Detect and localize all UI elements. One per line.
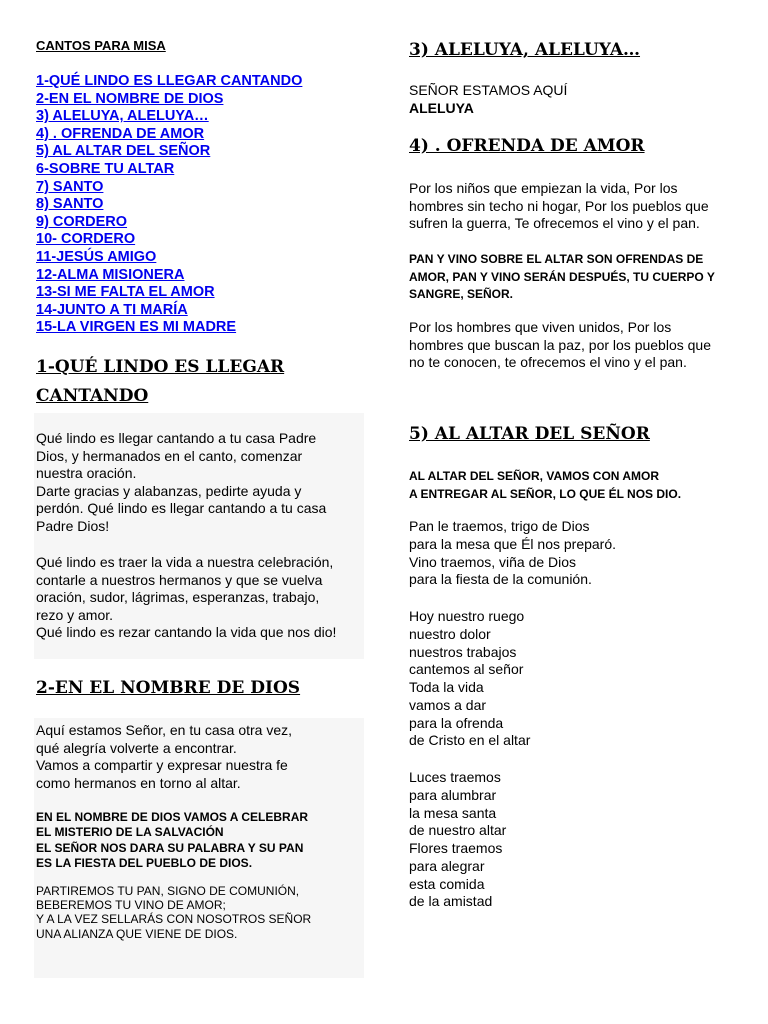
lyric-line: cantemos al señor <box>409 661 524 678</box>
table-of-contents <box>36 73 302 337</box>
toc-item[interactable] <box>36 267 302 285</box>
toc-link[interactable]: 4) . OFRENDA DE AMOR <box>36 125 205 142</box>
lyric-line: Toda la vida <box>409 679 484 695</box>
lyric-line: como hermanos en torno al altar. <box>36 774 241 791</box>
lyric-line: BEBEREMOS TU VINO DE AMOR; <box>36 898 226 913</box>
lyric-line: PARTIREMOS TU PAN, SIGNO DE COMUNIÓN, <box>36 884 300 898</box>
lyric-line: para la mesa que Él nos preparó. <box>409 535 617 552</box>
lyric-line: no te conocen, te ofrecemos el vino y el pan. <box>409 354 687 371</box>
song1-verse-2 <box>36 554 336 642</box>
lyric-line: de la amistad <box>409 893 493 910</box>
lyric-line: Vino traemos, viña de Dios <box>409 553 577 570</box>
lyric-line: vamos a dar <box>409 696 487 713</box>
lyric-line: SEÑOR ESTAMOS AQUÍ <box>409 82 568 98</box>
lyric-line: la mesa santa <box>409 804 497 821</box>
toc-item[interactable] <box>36 249 302 267</box>
song1-heading-line1: 1-QUÉ LINDO ES LLEGAR <box>36 357 285 377</box>
lyric-line: Padre Dios! <box>36 517 110 534</box>
chorus-line: SANGRE, SEÑOR. <box>409 287 514 302</box>
toc-link[interactable]: 15-LA VIRGEN ES MI MADRE <box>36 319 237 336</box>
song4-verse-1 <box>409 180 709 233</box>
toc-item[interactable] <box>36 231 302 249</box>
lyric-line: Qué lindo es rezar cantando la vida que nos dio! <box>36 624 337 641</box>
song1-verse-1 <box>36 430 326 536</box>
song1-heading-line2: CANTANDO <box>36 386 149 406</box>
toc-link[interactable]: 5) AL ALTAR DEL SEÑOR <box>36 143 211 160</box>
lyric-line: Por los niños que empiezan la vida, Por los <box>409 180 678 196</box>
lyric-line: nuestros trabajos <box>409 643 517 660</box>
lyric-line: Pan le traemos, trigo de Dios <box>409 518 590 534</box>
lyric-line: nuestro dolor <box>409 625 491 642</box>
song2-heading: 2-EN EL NOMBRE DE DIOS <box>36 678 301 698</box>
toc-item[interactable] <box>36 126 302 144</box>
lyric-line: rezo y amor. <box>36 606 114 623</box>
toc-item[interactable] <box>36 179 302 197</box>
lyric-line: hombres sin techo ni hogar, Por los pueblos que <box>409 197 709 214</box>
lyric-line: hombres que buscan la paz, por los pueblos que <box>409 336 711 353</box>
toc-item[interactable] <box>36 284 302 302</box>
song4-chorus <box>409 251 715 304</box>
document-title: CANTOS PARA MISA <box>36 38 166 53</box>
toc-item[interactable] <box>36 143 302 161</box>
lyric-line: nuestra oración. <box>36 465 137 482</box>
toc-link[interactable]: 3) ALELUYA, ALELUYA… <box>36 108 209 125</box>
lyric-line: para alumbrar <box>409 786 497 803</box>
lyric-line: para alegrar <box>409 857 485 874</box>
song2-verse-2 <box>36 884 311 941</box>
song4-verse-2 <box>409 319 711 372</box>
toc-link[interactable]: 8) SANTO <box>36 196 104 213</box>
lyric-line: esta comida <box>409 875 485 892</box>
lyric-line: perdón. Qué lindo es llegar cantando a tu casa <box>36 500 327 517</box>
song4-heading: 4) . OFRENDA DE AMOR <box>409 136 645 156</box>
song5-heading: 5) AL ALTAR DEL SEÑOR <box>409 424 650 444</box>
lyric-line: qué alegría volverte a encontrar. <box>36 739 237 756</box>
toc-link[interactable]: 2-EN EL NOMBRE DE DIOS <box>36 90 224 107</box>
song2-chorus <box>36 810 308 872</box>
song2-verse-1 <box>36 722 292 792</box>
toc-link[interactable]: 7) SANTO <box>36 178 104 195</box>
toc-item[interactable] <box>36 108 302 126</box>
chorus-line: A ENTREGAR AL SEÑOR, LO QUE ÉL NOS DIO. <box>409 486 682 501</box>
chorus-line: ES LA FIESTA DEL PUEBLO DE DIOS. <box>36 856 253 871</box>
lyric-line: Qué lindo es traer la vida a nuestra celebración, <box>36 554 334 570</box>
song5-verse-1 <box>409 518 616 589</box>
toc-item[interactable] <box>36 196 302 214</box>
lyric-line: contarle a nuestros hermanos y que se vuelva <box>36 571 323 588</box>
toc-item[interactable] <box>36 73 302 91</box>
song5-verse-2 <box>409 608 530 750</box>
lyric-line: Vamos a compartir y expresar nuestra fe <box>36 757 288 774</box>
lyric-line: de nuestro altar <box>409 822 507 839</box>
lyric-line: Y A LA VEZ SELLARÁS CON NOSOTROS SEÑOR <box>36 912 312 927</box>
lyric-line: Darte gracias y alabanzas, pedirte ayuda y <box>36 482 302 499</box>
toc-item[interactable] <box>36 91 302 109</box>
lyric-line: para la ofrenda <box>409 714 504 731</box>
lyric-line: de Cristo en el altar <box>409 732 531 749</box>
lyric-line: UNA ALIANZA QUE VIENE DE DIOS. <box>36 926 238 941</box>
lyric-line: Qué lindo es llegar cantando a tu casa Padre <box>36 430 317 446</box>
song1-heading <box>36 357 284 406</box>
toc-link[interactable]: 14-JUNTO A TI MARÍA <box>36 301 188 318</box>
toc-item[interactable] <box>36 302 302 320</box>
chorus-line: AMOR, PAN Y VINO SERÁN DESPUÉS, TU CUERPO Y <box>409 269 715 284</box>
toc-link[interactable]: 12-ALMA MISIONERA <box>36 266 185 283</box>
lyric-line: Dios, y hermanados en el canto, comenzar <box>36 447 303 464</box>
toc-link[interactable]: 6-SOBRE TU ALTAR <box>36 160 175 177</box>
lyric-line: Luces traemos <box>409 769 501 785</box>
lyric-line: Flores traemos <box>409 840 503 856</box>
chorus-line: AL ALTAR DEL SEÑOR, VAMOS CON AMOR <box>409 469 660 483</box>
toc-link[interactable]: 13-SI ME FALTA EL AMOR <box>36 284 215 301</box>
chorus-line: PAN Y VINO SOBRE EL ALTAR SON OFRENDAS DE <box>409 252 704 266</box>
chorus-line: EL SEÑOR NOS DARA SU PALABRA Y SU PAN <box>36 840 304 855</box>
toc-link[interactable]: 11-JESÚS AMIGO <box>36 248 157 265</box>
lyric-line: Aquí estamos Señor, en tu casa otra vez, <box>36 722 293 738</box>
toc-item[interactable] <box>36 161 302 179</box>
toc-item[interactable] <box>36 319 302 337</box>
toc-link[interactable]: 9) CORDERO <box>36 213 128 230</box>
lyric-line: oración, sudor, lágrimas, esperanzas, trabajo, <box>36 589 320 606</box>
chorus-line: EL MISTERIO DE LA SALVACIÓN <box>36 825 224 840</box>
chorus-line: EN EL NOMBRE DE DIOS VAMOS A CELEBRAR <box>36 810 309 824</box>
lyric-line: Hoy nuestro ruego <box>409 608 525 624</box>
song5-verse-3 <box>409 769 506 911</box>
lyric-line: Por los hombres que viven unidos, Por los <box>409 319 672 335</box>
lyric-line: ALELUYA <box>409 99 474 116</box>
toc-link[interactable]: 10- CORDERO <box>36 231 136 248</box>
toc-link[interactable]: 1-QUÉ LINDO ES LLEGAR CANTANDO <box>36 73 303 89</box>
song3-heading: 3) ALELUYA, ALELUYA… <box>409 40 641 60</box>
song3-lyrics <box>409 82 567 117</box>
song5-chorus <box>409 468 681 503</box>
toc-item[interactable] <box>36 214 302 232</box>
lyric-line: para la fiesta de la comunión. <box>409 571 592 588</box>
lyric-line: sufren la guerra, Te ofrecemos el vino y el pan. <box>409 215 700 232</box>
